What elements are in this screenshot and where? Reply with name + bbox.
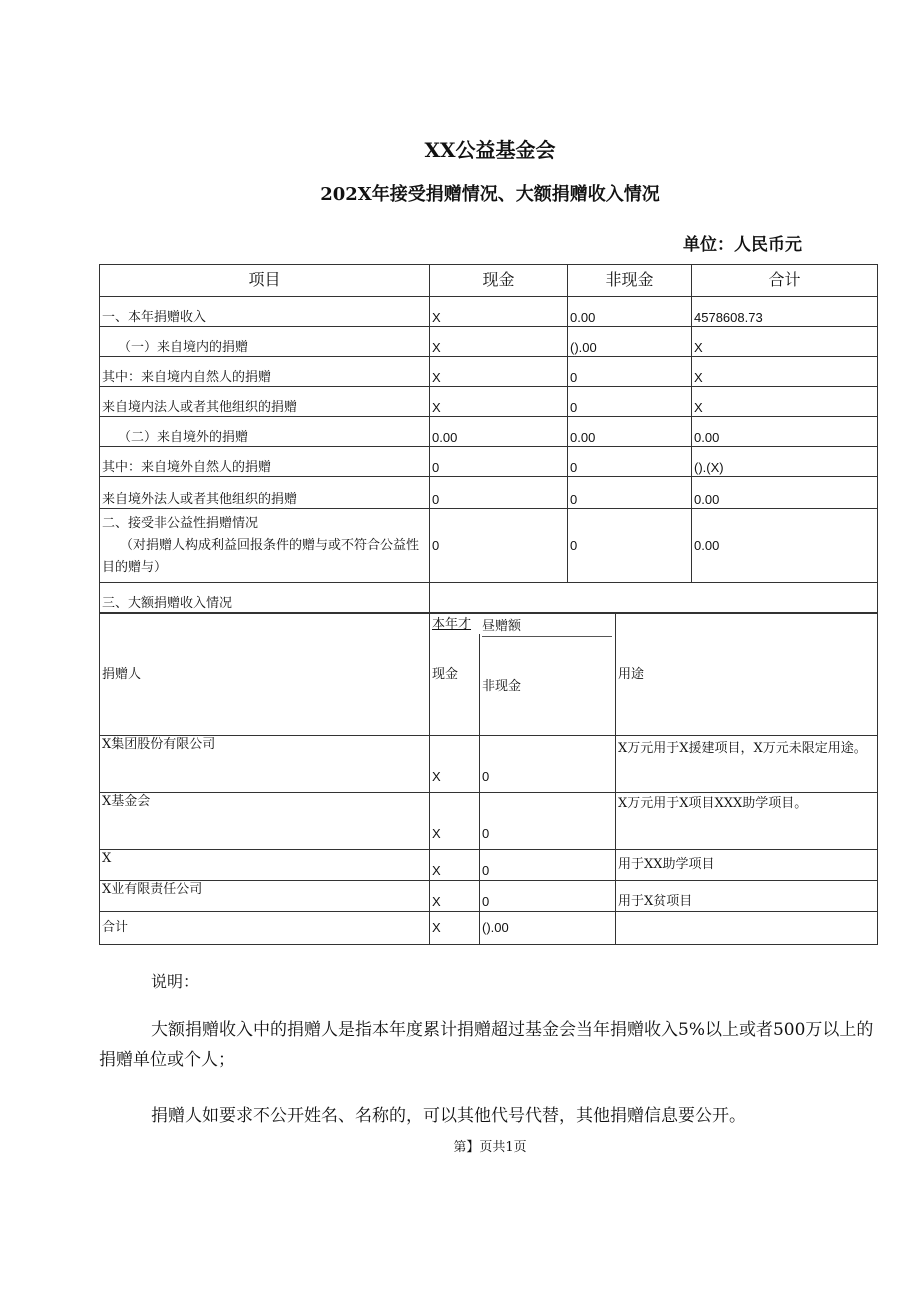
table-row [100, 912, 878, 945]
cash-cell: X [430, 850, 480, 881]
donor-cell: X [100, 850, 430, 881]
row-noncash: ().00 [568, 327, 692, 357]
table-row [100, 793, 878, 850]
col-header-item: 项目 [100, 265, 430, 297]
large-table-header [100, 614, 878, 736]
noncash-cell: 0 [480, 793, 616, 850]
row-noncash: 0 [568, 477, 692, 509]
col-header-cash: 现金 [430, 265, 568, 297]
row-total: 0.00 [692, 477, 878, 509]
purpose-cell: X万元用于X项目XXX助学项目。 [616, 793, 878, 850]
row-cash: X [430, 327, 568, 357]
amount-header [430, 614, 616, 736]
table-row [100, 583, 878, 613]
cash-cell: X [430, 881, 480, 912]
row-item: （二）来自境外的捐赠 [100, 417, 430, 447]
row-cash: X [430, 297, 568, 327]
noncash-cell: 0 [480, 850, 616, 881]
row-noncash: 0.00 [568, 297, 692, 327]
table-row [100, 297, 878, 327]
table-row [100, 881, 878, 912]
row-total: 0.00 [692, 417, 878, 447]
noncash-cell: ().00 [480, 912, 616, 945]
row-noncash: 0 [568, 509, 692, 583]
unit-label: 单位：人民币元 [683, 235, 802, 255]
col-header-noncash: 非现金 [568, 265, 692, 297]
row-cash: X [430, 357, 568, 387]
amount-divider [479, 634, 480, 735]
summary-sheet [99, 264, 877, 945]
row-cash: 0 [430, 509, 568, 583]
table-row [100, 477, 878, 509]
row-item [100, 509, 430, 583]
table-row [100, 327, 878, 357]
row-total: X [692, 357, 878, 387]
row-item: 来自境外法人或者其他组织的捐赠 [100, 477, 430, 509]
table-header-row [100, 265, 878, 297]
row-item-note: （对捐赠人构成利益回报条件的赠与或不符合公益性目的赠与） [102, 537, 420, 575]
large-donations-table [99, 613, 878, 945]
table-row [100, 387, 878, 417]
purpose-cell: X万元用于X援建项目，X万元未限定用途。 [616, 736, 878, 793]
row-item: 其中：来自境外自然人的捐赠 [100, 447, 430, 477]
row-noncash: 0 [568, 387, 692, 417]
row-total: 4578608.73 [692, 297, 878, 327]
table-row [100, 509, 878, 583]
purpose-header: 用途 [616, 614, 878, 736]
purpose-cell: 用于X贫项目 [616, 881, 878, 912]
row-total: X [692, 327, 878, 357]
row-item: 其中：来自境内自然人的捐赠 [100, 357, 430, 387]
row-empty-cell [430, 583, 878, 613]
report-title: 202X年接受捐赠情况、大额捐赠收入情况 [320, 184, 660, 205]
row-noncash: 0 [568, 357, 692, 387]
table-row [100, 447, 878, 477]
cash-cell: X [430, 912, 480, 945]
table-row [100, 850, 878, 881]
donor-cell: 合计 [100, 912, 430, 945]
table-row [100, 417, 878, 447]
cash-cell: X [430, 736, 480, 793]
notes-paragraph-2: 捐赠人如要求不公开姓名、名称的，可以其他代号代替，其他捐赠信息要公开。 [151, 1106, 746, 1126]
purpose-cell: 用于XX助学项目 [616, 850, 878, 881]
noncash-header: 非现金 [482, 679, 522, 694]
table-row [100, 357, 878, 387]
donor-header: 捐赠人 [100, 614, 430, 736]
donor-cell: X业有限责任公司 [100, 881, 430, 912]
noncash-cell: 0 [480, 736, 616, 793]
row-cash: 0 [430, 447, 568, 477]
row-item-main: 二、接受非公益性捐赠情况 [102, 515, 259, 531]
cash-cell: X [430, 793, 480, 850]
row-noncash: 0 [568, 447, 692, 477]
row-noncash: 0.00 [568, 417, 692, 447]
summary-table [99, 264, 878, 613]
row-item: 一、本年捐赠收入 [100, 297, 430, 327]
row-item: 三、大额捐赠收入情况 [100, 583, 430, 613]
amount-header-b: 昼赠额 [482, 618, 612, 637]
donor-cell: X基金会 [100, 793, 430, 850]
row-cash: X [430, 387, 568, 417]
noncash-cell: 0 [480, 881, 616, 912]
row-cash: 0.00 [430, 417, 568, 447]
row-item: （一）来自境内的捐赠 [100, 327, 430, 357]
purpose-cell [616, 912, 878, 945]
row-cash: 0 [430, 477, 568, 509]
row-item: 来自境内法人或者其他组织的捐赠 [100, 387, 430, 417]
notes-paragraph-1: 大额捐赠收入中的捐赠人是指本年度累计捐赠超过基金会当年捐赠收入5%以上或者500万以上的捐赠单位或个人； [99, 1020, 874, 1070]
cash-header: 现金 [432, 667, 459, 682]
page-footer: 第】页共1页 [453, 1140, 527, 1155]
org-title: XX公益基金会 [424, 138, 556, 162]
row-total: ().(X) [692, 447, 878, 477]
notes-heading: 说明： [151, 972, 200, 991]
amount-header-a: 本年才 [432, 617, 472, 632]
table-row [100, 736, 878, 793]
col-header-total: 合计 [692, 265, 878, 297]
donor-cell: X集团股份有限公司 [100, 736, 430, 793]
row-total: X [692, 387, 878, 417]
row-total: 0.00 [692, 509, 878, 583]
